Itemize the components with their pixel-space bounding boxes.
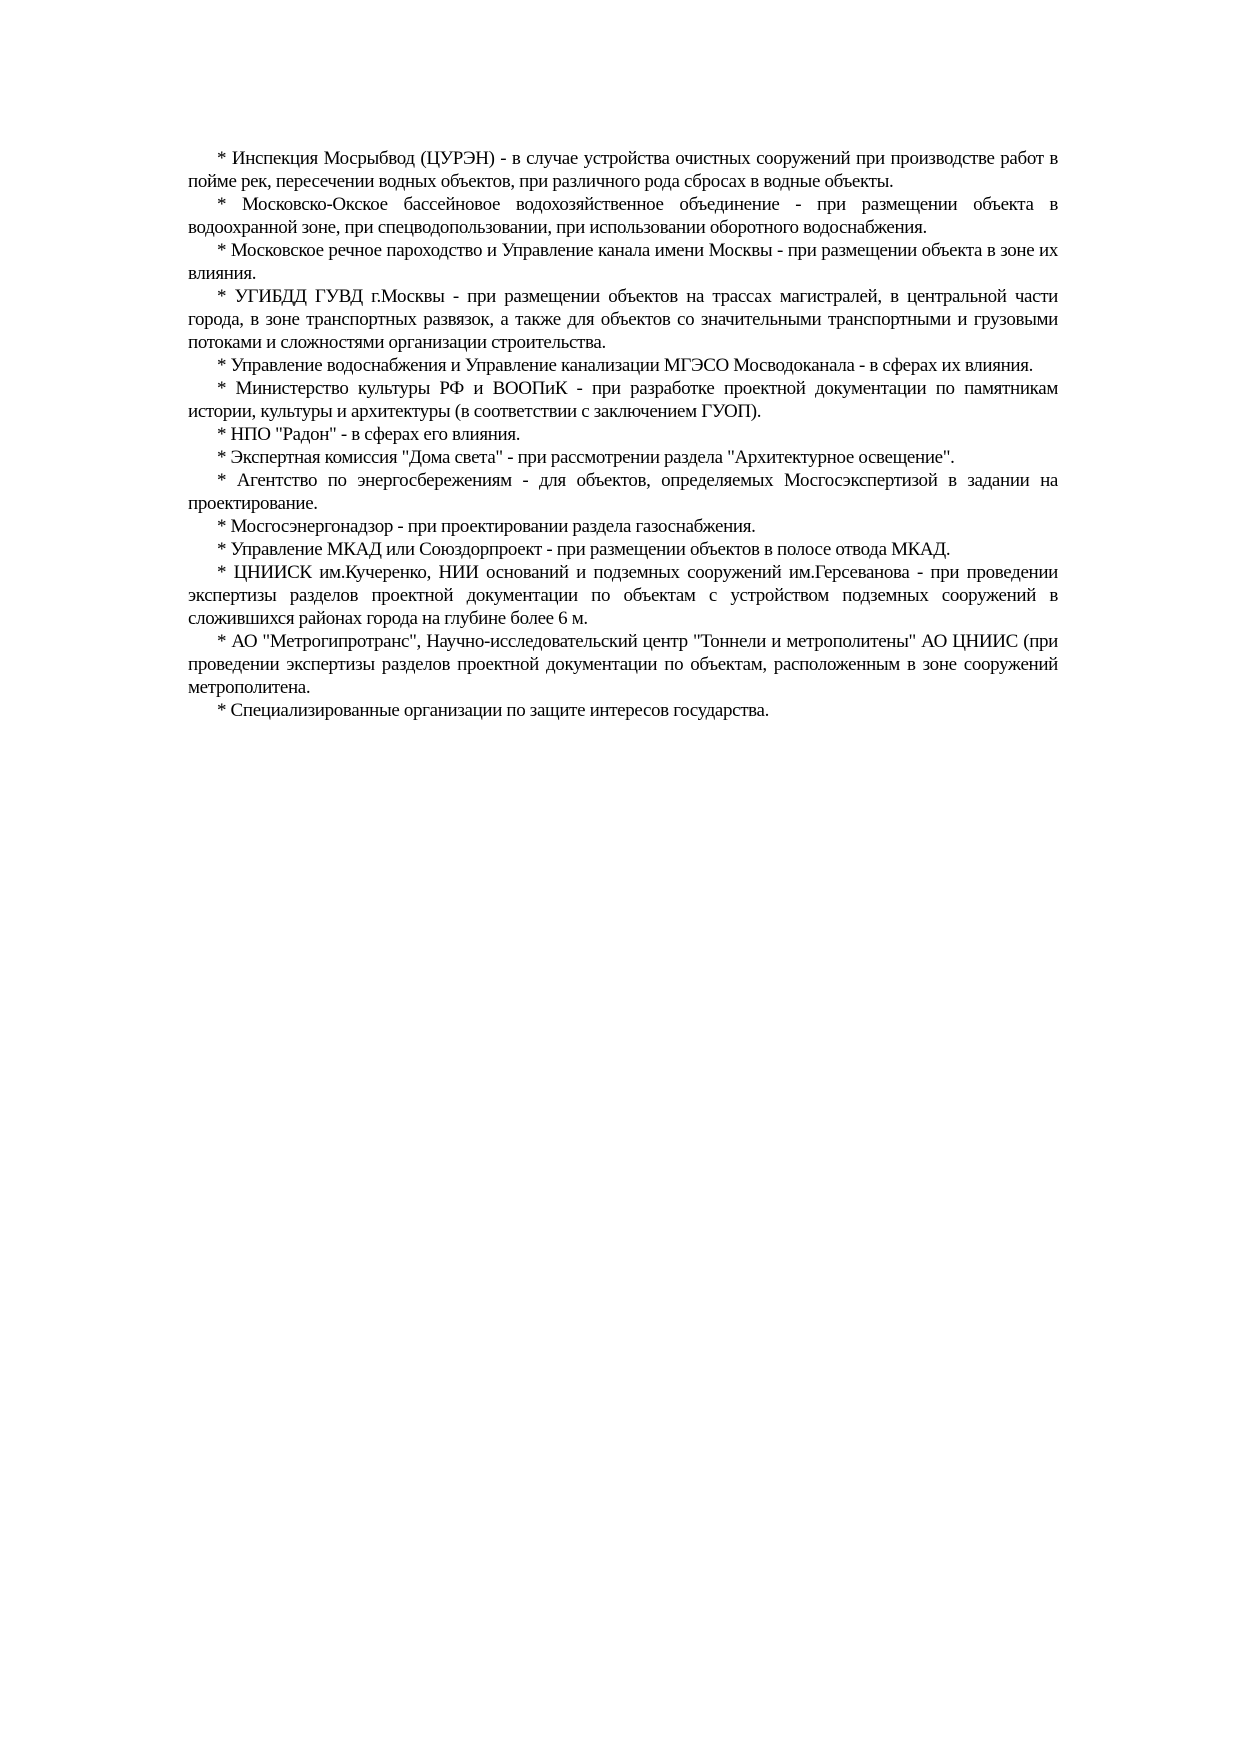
paragraph-mosvodokanal: * Управление водоснабжения и Управление канализации МГЭСО Мосводоканала - в сферах их влияния. (217, 355, 1034, 376)
paragraph-dom-sveta: * Экспертная комиссия "Дома света" - при рассмотрении раздела "Архитектурное освещение". (217, 447, 955, 468)
paragraph-radon: * НПО "Радон" - в сферах его влияния. (217, 424, 521, 445)
paragraph-metrogiprotrans: * АО "Метрогипротранс", Научно-исследовательский центр "Тоннели и метрополитены" АО ЦНИИС (при проведении экспертизы разделов проектной документации по объектам, расположенным в зоне сооружений метрополитена. (188, 631, 1058, 698)
document-page (188, 147, 1058, 722)
paragraph-state-interests: * Специализированные организации по защите интересов государства. (217, 700, 770, 721)
paragraph-river-shipping: * Московское речное пароходство и Управление канала имени Москвы - при размещении объекта в зоне их влияния. (188, 240, 1058, 284)
paragraph-ministry-culture: * Министерство культуры РФ и ВООПиК - при разработке проектной документации по памятникам истории, культуры и архитектуры (в соответствии с заключением ГУОП). (188, 378, 1058, 422)
paragraph-mosrybvod: * Инспекция Мосрыбвод (ЦУРЭН) - в случае устройства очистных сооружений при производстве работ в пойме рек, пересечении водных объектов, при различного рода сбросах в водные объекты. (188, 148, 1058, 192)
paragraph-mkad: * Управление МКАД или Союздорпроект - при размещении объектов в полосе отвода МКАД. (217, 539, 951, 560)
paragraph-energy-agency: * Агентство по энергосбережениям - для объектов, определяемых Мосгосэкспертизой в задании на проектирование. (188, 470, 1058, 514)
paragraph-moskovsko-okskoe: * Московско-Окское бассейновое водохозяйственное объединение - при размещении объекта в водоохранной зоне, при спецводопользовании, при использовании оборотного водоснабжения. (188, 194, 1058, 238)
paragraph-ugibdd: * УГИБДД ГУВД г.Москвы - при размещении объектов на трассах магистралей, в центральной части города, в зоне транспортных развязок, а также для объектов со значительными транспортными и грузовыми потоками и сложностями организации строительства. (188, 286, 1058, 353)
paragraph-tsniisk: * ЦНИИСК им.Кучеренко, НИИ оснований и подземных сооружений им.Герсеванова - при проведении экспертизы разделов проектной документации по объектам с устройством подземных сооружений в сложившихся районах города на глубине более 6 м. (188, 562, 1058, 629)
paragraph-mosgosenergonadzor: * Мосгосэнергонадзор - при проектировании раздела газоснабжения. (217, 516, 756, 537)
